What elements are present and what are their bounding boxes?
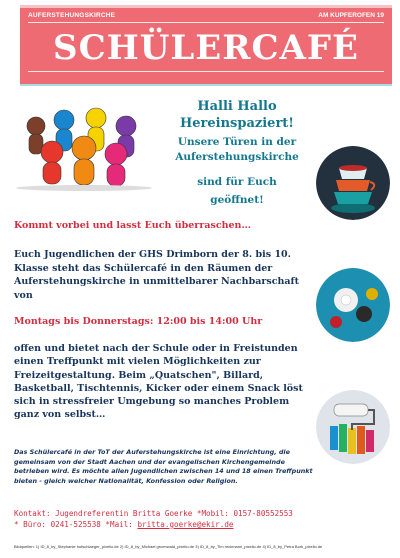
header-left-label: AUFERSTEHUNGSKIRCHE bbox=[28, 12, 116, 19]
header-accent-bar bbox=[20, 84, 392, 86]
greeting-line-3: Unsere Türen in der bbox=[177, 136, 297, 148]
figurines-group-icon bbox=[12, 96, 156, 192]
contact-line-2-prefix: * Büro: 0241-525538 *Mail: bbox=[14, 520, 138, 529]
stacked-cups-icon bbox=[316, 146, 390, 220]
billiard-balls-icon bbox=[316, 268, 390, 342]
email-link[interactable]: britta.goerke@ekir.de bbox=[137, 520, 234, 529]
header-divider-bottom bbox=[28, 71, 384, 72]
greeting-line-2: Hereinspaziert! bbox=[179, 116, 295, 131]
contact-block bbox=[14, 508, 314, 530]
contact-line-2 bbox=[14, 519, 314, 530]
image-credits: Bildquellen: 1) ID_8_by_Stephanie hofschlaeger_pixelio.de 2) ID_8_by_Michael gruenwald_pixelio.de 3) ID_8_by_Tim reckmann_pixelio.de 4) ID_8_by_Petra Bork_pixelio.de bbox=[14, 544, 323, 549]
paint-roller-icon bbox=[316, 390, 390, 464]
intro-text: Kommt vorbei und lasst Euch überraschen… bbox=[14, 220, 251, 231]
image-column bbox=[312, 90, 392, 508]
header-banner bbox=[20, 5, 392, 84]
greeting-block bbox=[162, 98, 312, 208]
greeting-line-6: geöffnet! bbox=[210, 194, 264, 206]
header-right-label: AM KUPFEROFEN 19 bbox=[318, 12, 384, 19]
organization-info: Das Schülercafé in der ToT der Auferstehungskirche ist eine Einrichtung, die gemeinsam von der Stadt Aachen und der evangelischen Kirchengemeinde betrieben wird. Es möchte allen Jugendlichen zwischen 14 und 18 einen Treffpunkt bieten - gleich welcher Nationalität, Konfession oder Religion. bbox=[14, 448, 313, 485]
greeting-line-5: sind für Euch bbox=[197, 176, 277, 188]
header-divider-top bbox=[28, 22, 384, 23]
description-paragraph-1: Euch Jugendlichen der GHS Drimborn der 8. bis 10. Klasse steht das Schülercafé in den Räumen der Auferstehungskirche in unmittelbarer Nachbarschaft von bbox=[14, 249, 300, 301]
greeting-line-1: Halli Hallo bbox=[197, 99, 277, 114]
page-title: SCHÜLERCAFÉ bbox=[53, 28, 359, 68]
greeting-line-4: Auferstehungskirche bbox=[175, 151, 299, 163]
opening-hours: Montags bis Donnerstags: 12:00 bis 14:00 Uhr bbox=[14, 316, 263, 327]
description-paragraph-2: offen und bietet nach der Schule oder in Freistunden einen Treffpunkt mit vielen Möglichkeiten zur Freizeitgestaltung. Beim „Quatschen", Billard, Basketball, Tischtennis, Kicker oder einem Snack löst sich in stressfreier Umgebung so manches Problem ganz von selbst… bbox=[14, 343, 303, 421]
contact-line-1: Kontakt: Jugendreferentin Britta Goerke *Mobil: 0157-80552553 bbox=[14, 509, 293, 518]
